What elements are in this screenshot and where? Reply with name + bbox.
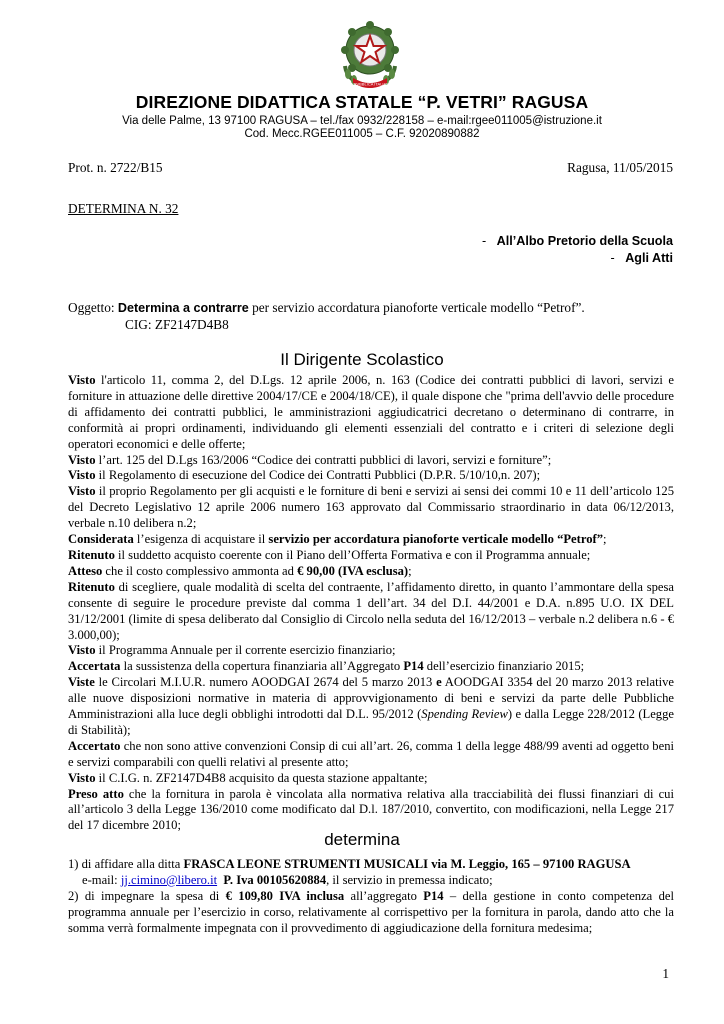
consideration-paragraph: Ritenuto il suddetto acquisto coerente con il Piano dell’Offerta Formativa e con il Programma annuale; xyxy=(68,547,591,562)
decision-2: 2) di impegnare la spesa di € 109,80 IVA inclusa all’aggregato P14 – della gestione in conto competenza del programma annuale per l’esercizio in corso, relativamente al corrispettivo per la fornitura in parola, dando atto che la somma verrà formalmente impegnata con il provvedimento di aggiudicazione della fornitura medesima; xyxy=(68,888,674,935)
heading-dirigente: Il Dirigente Scolastico xyxy=(280,350,444,369)
republic-emblem xyxy=(333,16,407,90)
consideration-paragraph: Visto il Programma Annuale per il corrente esercizio finanziario; xyxy=(68,643,396,658)
school-title: DIREZIONE DIDATTICA STATALE “P. VETRI” RAGUSA xyxy=(135,92,589,112)
determina-number: DETERMINA N. 32 xyxy=(68,201,179,216)
consideration-paragraph: Viste le Circolari M.I.U.R. numero AOODGAI 2674 del 5 marzo 2013 e AOODGAI 3354 del 20 marzo 2013 relative alle nuove disposizioni normative in materia di approvvigionamento di beni e servizi da parte delle Pubbliche Amministrazioni alla luce degli obblighi introdotti dal D.L. 95/2012 (Spending Review) e dalla Legge 228/2012 (Legge di Stabilità); xyxy=(68,675,674,737)
decision-1: 1) di affidare alla ditta FRASCA LEONE STRUMENTI MUSICALI via M. Leggio, 165 – 97100 RAGUSA xyxy=(68,857,631,871)
consideration-paragraph: Visto l'articolo 11, comma 2, del D.Lgs. 12 aprile 2006, n. 163 (Codice dei contratti pubblici di lavori, servizi e forniture in attuazione delle direttive 2004/17/CE e 2004/18/CE), il quale dispone che "prima dell'avvio delle procedure di affidamento dei contratti pubblici, le amministrazioni aggiudicatrici decretano o determinano di contrarre, in conformità ai propri ordinamenti, individuando gli elementi essenziali del contratto e i criteri di selezione degli operatori economici e delle offerte; xyxy=(68,373,674,451)
subject-line: Oggetto: Determina a contrarre per servizio accordatura pianoforte verticale modello “Petrof”. xyxy=(68,300,585,315)
school-codes: Cod. Mecc.RGEE011005 – C.F. 92020890882 xyxy=(244,128,480,140)
consideration-paragraph: Atteso che il costo complessivo ammonta ad € 90,00 (IVA esclusa); xyxy=(68,563,412,578)
consideration-paragraph: Accertata la sussistenza della copertura finanziaria all’Aggregato P14 dell’esercizio finanziario 2015; xyxy=(68,659,585,674)
consideration-paragraph: Visto l’art. 125 del D.Lgs 163/2006 “Codice dei contratti pubblici di lavori, servizi e forniture”; xyxy=(68,452,552,467)
svg-text:REPVBBLICA ITALIANA: REPVBBLICA ITALIANA xyxy=(348,81,392,87)
recipient-albo: - All’Albo Pretorio della Scuola xyxy=(481,234,673,248)
consideration-paragraph: Ritenuto di scegliere, quale modalità di scelta del contraente, l’affidamento diretto, in quanto l’ammontare della spesa consente di seguire le procedure previste dal comma 1 dell’art. 34 del D.I. 44/2001 e D.A. n.895 U.O. IX DEL 31/12/2001 (limite di spesa deliberato dal Consiglio di Circolo nella seduta del 16/12/2013 – verbale n.2 delibera n.6 - € 3.000,00); xyxy=(68,579,674,642)
consideration-paragraph: Preso atto che la fornitura in parola è vincolata alla normativa relativa alla tracciabilità dei flussi finanziari di cui all’articolo 3 della Legge 136/2010 come modificato dal D.l. 187/2010, convertito, con modificazioni, nella Legge 217 del 17 dicembre 2010; xyxy=(68,786,674,833)
decisions-list xyxy=(68,857,674,937)
consideration-paragraph: Considerata l’esigenza di acquistare il servizio per accordatura pianoforte verticale modello “Petrof”; xyxy=(68,532,607,547)
decision-1-contacts: e-mail: jj.cimino@libero.it P. Iva 00105620884, il servizio in premessa indicato; xyxy=(82,872,493,887)
considerations-list xyxy=(68,373,674,834)
consideration-paragraph: Visto il C.I.G. n. ZF2147D4B8 acquisito da questa stazione appaltante; xyxy=(68,770,428,785)
place-date: Ragusa, 11/05/2015 xyxy=(567,160,673,175)
supplier-email-link[interactable]: jj.cimino@libero.it xyxy=(120,872,218,887)
protocol-number: Prot. n. 2722/B15 xyxy=(68,160,163,175)
school-address: Via delle Palme, 13 97100 RAGUSA – tel./fax 0932/228158 – e-mail:rgee011005@istruzione.it xyxy=(122,115,602,127)
subject-cig: CIG: ZF2147D4B8 xyxy=(125,317,229,332)
consideration-paragraph: Visto il proprio Regolamento per gli acquisti e le forniture di beni e servizi ai sensi dei commi 10 e 11 dell’articolo 125 del Decreto Legislativo 12 aprile 2006 numero 163 approvato dal Commissario straordinario in data 06/12/2013, verbale n.10 delibera n.2; xyxy=(68,484,674,531)
consideration-paragraph: Visto il Regolamento di esecuzione del Codice dei Contratti Pubblici (D.P.R. 5/10/10,n. 207); xyxy=(68,468,541,483)
page-number: 1 xyxy=(662,966,669,981)
recipient-atti: - Agli Atti xyxy=(610,251,673,265)
consideration-paragraph: Accertato che non sono attive convenzioni Consip di cui all’art. 26, comma 1 della legge 488/99 aventi ad oggetto beni e servizi comparabili con quelli relativi al presente atto; xyxy=(68,738,674,769)
heading-determina: determina xyxy=(324,830,400,849)
